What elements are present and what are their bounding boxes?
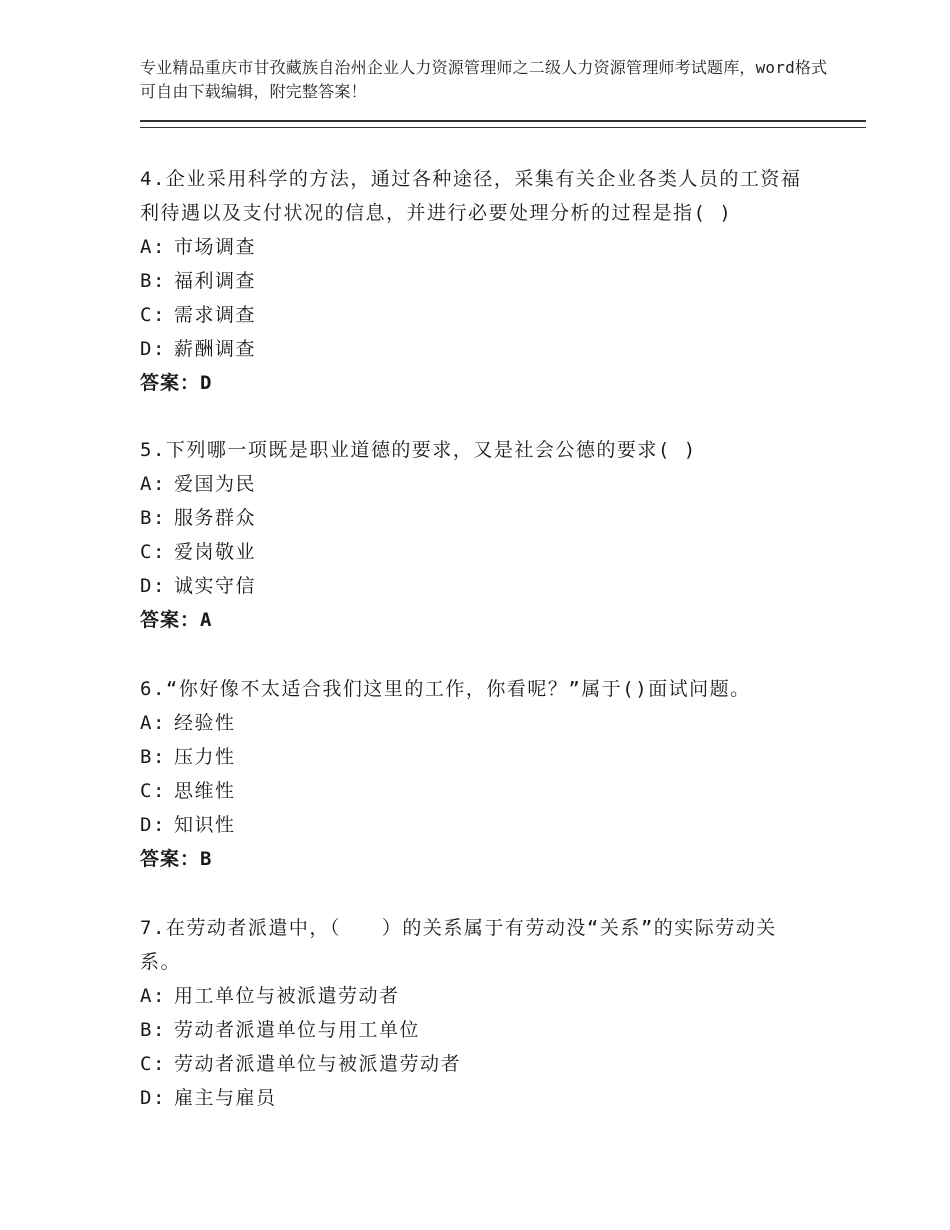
option-text: 用工单位与被派遣劳动者	[174, 985, 400, 1007]
option-text: 需求调查	[174, 304, 257, 326]
option-text: 服务群众	[174, 507, 257, 529]
option-letter: D:	[140, 338, 166, 360]
option-letter: A:	[140, 473, 166, 495]
option-letter: B:	[140, 746, 166, 768]
question-6	[140, 672, 840, 876]
option-c	[140, 535, 810, 569]
option-text: 市场调查	[174, 236, 257, 258]
option-letter: D:	[140, 1087, 166, 1109]
question-5	[140, 433, 810, 637]
option-text: 知识性	[174, 814, 236, 836]
option-b	[140, 264, 810, 298]
document-header: 专业精品重庆市甘孜藏族自治州企业人力资源管理师之二级人力资源管理师考试题库，word格式可自由下载编辑，附完整答案！	[140, 58, 828, 101]
answer-label: 答案：A	[140, 609, 213, 631]
question-text: 4.企业采用科学的方法，通过各种途径，采集有关企业各类人员的工资福利待遇以及支付状况的信息，并进行必要处理分析的过程是指( )	[140, 168, 802, 224]
option-letter: A:	[140, 712, 166, 734]
option-b	[140, 740, 840, 774]
option-text: 劳动者派遣单位与被派遣劳动者	[174, 1053, 462, 1075]
option-text: 思维性	[174, 780, 236, 802]
question-text: 6.“你好像不太适合我们这里的工作，你看呢？”属于()面试问题。	[140, 678, 751, 700]
option-c	[140, 1047, 810, 1081]
option-c	[140, 298, 810, 332]
question-text: 5.下列哪一项既是职业道德的要求，又是社会公德的要求( )	[140, 439, 697, 461]
option-letter: B:	[140, 507, 166, 529]
option-text: 爱国为民	[174, 473, 257, 495]
option-text: 经验性	[174, 712, 236, 734]
option-text: 压力性	[174, 746, 236, 768]
option-b	[140, 501, 810, 535]
option-a	[140, 706, 840, 740]
option-letter: B:	[140, 270, 166, 292]
option-d	[140, 569, 810, 603]
option-a	[140, 230, 810, 264]
option-letter: C:	[140, 780, 166, 802]
option-letter: C:	[140, 541, 166, 563]
option-text: 诚实守信	[174, 575, 257, 597]
question-4	[140, 162, 810, 400]
option-d	[140, 332, 810, 366]
option-d	[140, 1081, 810, 1115]
option-text: 雇主与雇员	[174, 1087, 277, 1109]
answer-label: 答案：D	[140, 372, 213, 394]
option-b	[140, 1013, 810, 1047]
option-text: 劳动者派遣单位与用工单位	[174, 1019, 421, 1041]
option-letter: C:	[140, 1053, 166, 1075]
header-divider	[140, 120, 866, 128]
option-letter: D:	[140, 814, 166, 836]
option-c	[140, 774, 840, 808]
question-text: 7.在劳动者派遣中，（ ）的关系属于有劳动没“关系”的实际劳动关系。	[140, 917, 777, 973]
option-a	[140, 979, 810, 1013]
question-7	[140, 911, 810, 1115]
option-letter: A:	[140, 236, 166, 258]
option-text: 福利调查	[174, 270, 257, 292]
option-letter: C:	[140, 304, 166, 326]
option-letter: D:	[140, 575, 166, 597]
option-d	[140, 808, 840, 842]
option-letter: B:	[140, 1019, 166, 1041]
option-letter: A:	[140, 985, 166, 1007]
option-text: 爱岗敬业	[174, 541, 257, 563]
option-text: 薪酬调查	[174, 338, 257, 360]
option-a	[140, 467, 810, 501]
answer-label: 答案：B	[140, 848, 213, 870]
